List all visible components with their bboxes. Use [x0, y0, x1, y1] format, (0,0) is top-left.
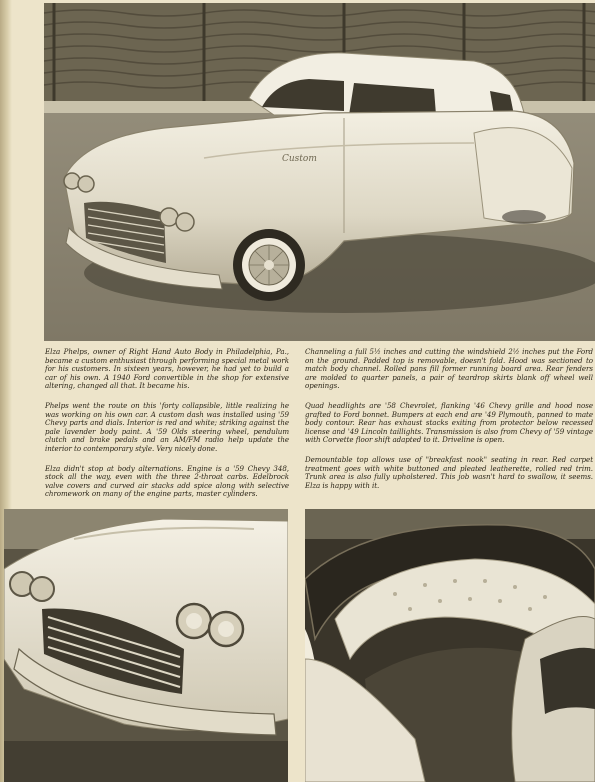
- article-paragraph: Channeling a full 5½ inches and cutting the windshield 2½ inches put the Ford on the ground. Padded top is removable, doesn't fold. Hood was sectioned to match body channel. Rolled pans fill former running board area. Rear fenders are molded to quarter panels, a pair of teardrop skirts blank off wheel well openings.: [305, 347, 593, 391]
- car-side-illustration: [44, 3, 595, 341]
- car-side-photo: [44, 3, 595, 341]
- article-paragraph: Demountable top allows use of "breakfast nook" seating in rear. Red carpet treatment goes with white buttoned and pleated leatherette, rolled red trim. Trunk area is also fully upholstered. This job wasn't hard to swallow, it seems. Elza is happy with it.: [305, 454, 593, 490]
- emblem-script: Custom: [282, 154, 317, 164]
- article-paragraph: Phelps went the route on this 'forty collapsible, little realizing he was working on his own car. A custom dash was installed using '59 Chevy parts and dials. Interior is red and white; striking against the pale lavender body paint. A '59 Olds steering wheel, pendulum clutch and brake pedals and an AM/FM radio help update the interior to contemporary style. Very nicely done.: [45, 400, 289, 453]
- rear-seating-photo: [305, 509, 595, 782]
- article-paragraph: Elza didn't stop at body alternations. Engine is a '59 Chevy 348, stock all the way, even with the three 2-throat carbs. Edelbrock valve covers and curved air stacks add spice along with selective chromework on many of the engine parts, master cylinders.: [45, 463, 289, 499]
- article-right-column: [305, 348, 593, 501]
- grille-illustration: [4, 509, 288, 782]
- article-paragraph: Quad headlights are '58 Chevrolet, flanking '46 Chevy grille and hood nose grafted to Ford bonnet. Bumpers at each end are '49 Plymouth, panned to mate body contour. Rear has exhaust stacks exiting from protector below recessed license and '49 Lincoln taillights. Transmission is also from Chevy of '59 vintage with Corvette floor shift adapted to it. Driveline is open.: [305, 400, 593, 445]
- interior-illustration: [305, 509, 595, 782]
- article-left-column: [45, 348, 289, 510]
- headlights-grille-photo: [4, 509, 288, 782]
- article-paragraph: Elza Phelps, owner of Right Hand Auto Body in Philadelphia, Pa., became a custom enthusiast through performing special metal work for his customers. In sixteen years, however, he had yet to build a car of his own. A 1940 Ford convertible in the shop for extensive altering, changed all that. It became his.: [45, 347, 289, 391]
